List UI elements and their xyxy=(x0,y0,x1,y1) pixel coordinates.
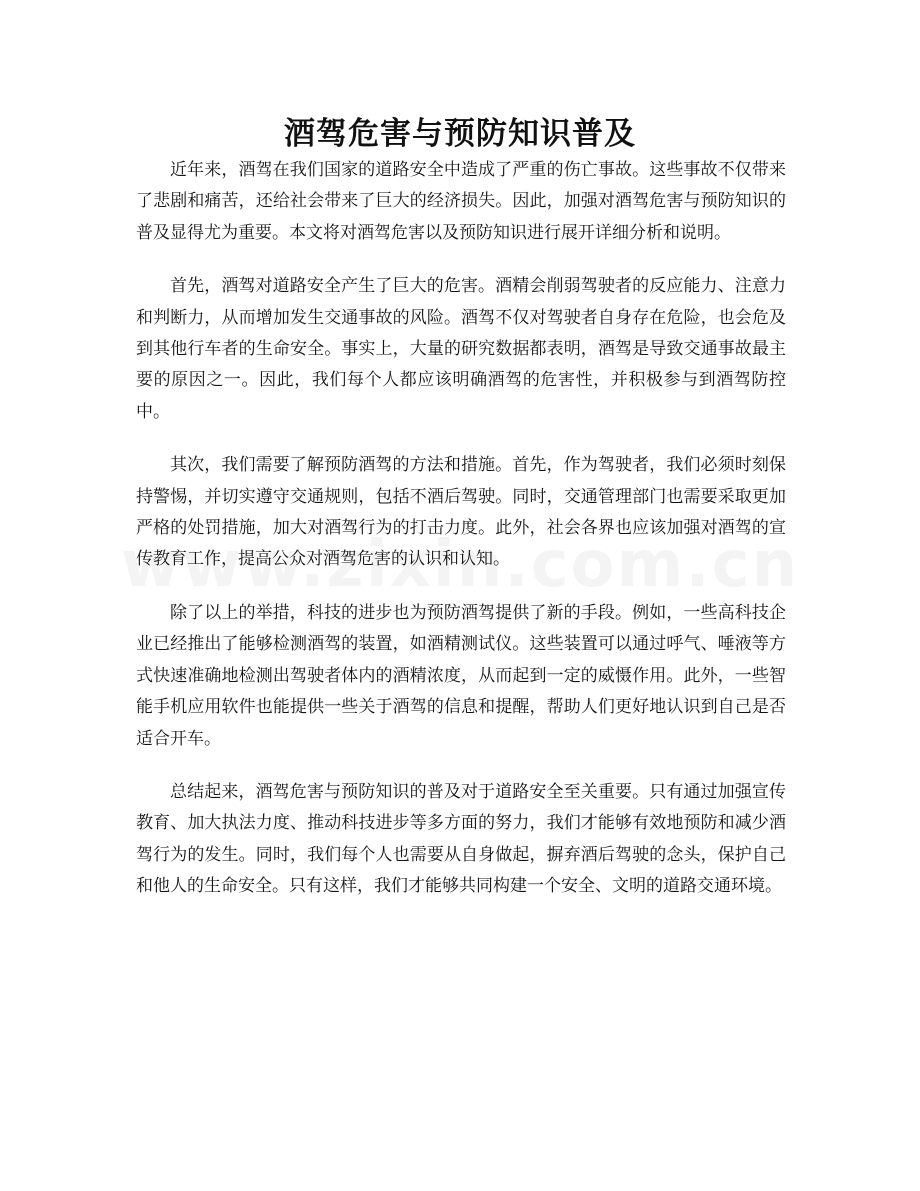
document-body xyxy=(136,155,786,925)
paragraph-harm: 首先，酒驾对道路安全产生了巨大的危害。酒精会削弱驾驶者的反应能力、注意力和判断力，从而增加发生交通事故的风险。酒驾不仅对驾驶者自身存在危险，也会危及到其他行车者的生命安全。事实上，大量的研究数据都表明，酒驾是导致交通事故最主要的原因之一。因此，我们每个人都应该明确酒驾的危害性，并积极参与到酒驾防控中。 xyxy=(136,276,786,422)
paragraph-intro: 近年来，酒驾在我们国家的道路安全中造成了严重的伤亡事故。这些事故不仅带来了悲剧和痛苦，还给社会带来了巨大的经济损失。因此，加强对酒驾危害与预防知识的普及显得尤为重要。本文将对酒驾危害以及预防知识进行展开详细分析和说明。 xyxy=(136,160,786,243)
paragraph-prevention-measures: 其次，我们需要了解预防酒驾的方法和措施。首先，作为驾驶者，我们必须时刻保持警惕，并切实遵守交通规则，包括不酒后驾驶。同时，交通管理部门也需要采取更加严格的处罚措施，加大对酒驾行为的打击力度。此外，社会各界也应该加强对酒驾的宣传教育工作，提高公众对酒驾危害的认识和认知。 xyxy=(136,455,786,570)
paragraph-conclusion: 总结起来，酒驾危害与预防知识的普及对于道路安全至关重要。只有通过加强宣传教育、加大执法力度、推动科技进步等多方面的努力，我们才能够有效地预防和减少酒驾行为的发生。同时，我们每个人也需要从自身做起，摒弃酒后驾驶的念头，保护自己和他人的生命安全。只有这样，我们才能够共同构建一个安全、文明的道路交通环境。 xyxy=(136,781,786,897)
document-title: 酒驾危害与预防知识普及 xyxy=(284,116,636,152)
paragraph-technology: 除了以上的举措，科技的进步也为预防酒驾提供了新的手段。例如，一些高科技企业已经推出了能够检测酒驾的装置，如酒精测试仪。这些装置可以通过呼气、唾液等方式快速准确地检测出驾驶者体内的酒精浓度，从而起到一定的威慑作用。此外，一些智能手机应用软件也能提供一些关于酒驾的信息和提醒，帮助人们更好地认识到自己是否适合开车。 xyxy=(136,602,786,749)
